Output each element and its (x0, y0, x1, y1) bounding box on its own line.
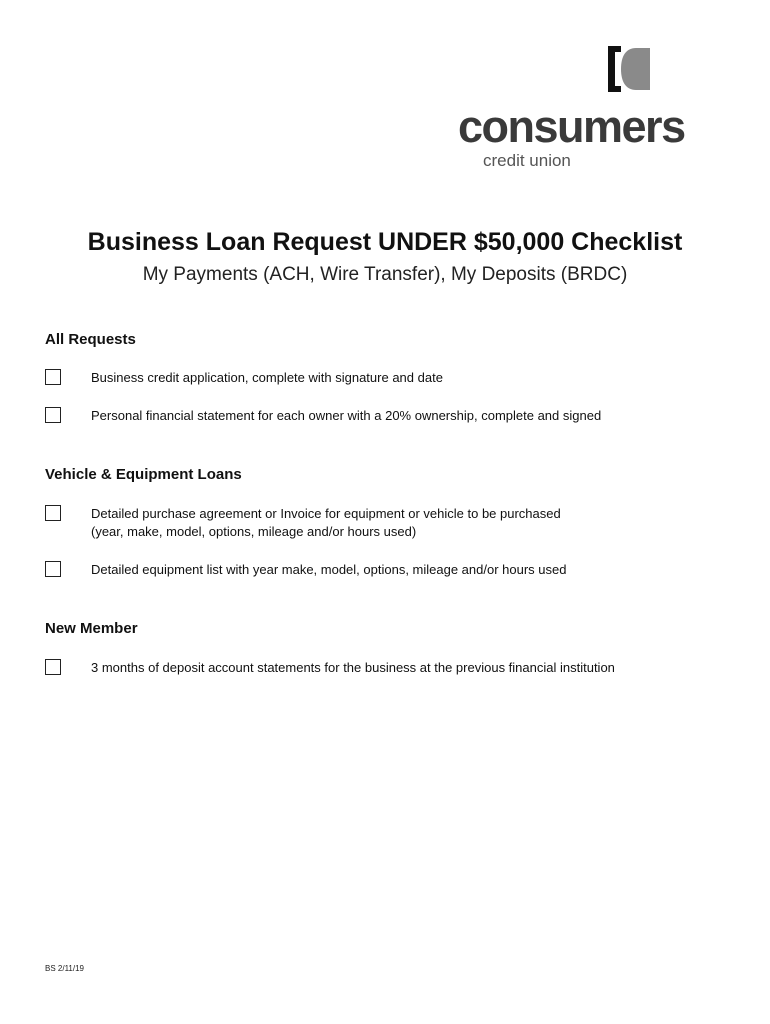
checklist-item-text (91, 505, 731, 541)
checklist-item-line: (year, make, model, options, mileage and/or hours used) (91, 524, 417, 539)
checklist-item-line: Detailed purchase agreement or Invoice for equipment or vehicle to be purchased (91, 506, 561, 521)
checkbox[interactable] (45, 369, 61, 385)
logo (456, 46, 696, 176)
checkbox[interactable] (45, 659, 61, 675)
checklist-item-line: Personal financial statement for each owner with a 20% ownership, complete and signed (91, 408, 602, 423)
page-title: Business Loan Request UNDER $50,000 Checklist (87, 228, 683, 256)
section-heading-all-requests: All Requests (45, 331, 136, 348)
bracket-logo-icon (608, 46, 652, 92)
section-heading-vehicle-equipment: Vehicle & Equipment Loans (45, 466, 242, 483)
page-subtitle: My Payments (ACH, Wire Transfer), My Deposits (BRDC) (142, 264, 628, 285)
form-code: BS 2/11/19 (45, 964, 84, 973)
checklist-item-text (91, 407, 731, 425)
checklist-item-text (91, 659, 731, 677)
checkbox[interactable] (45, 561, 61, 577)
checklist-item-line: Detailed equipment list with year make, model, options, mileage and/or hours used (91, 562, 567, 577)
checkbox[interactable] (45, 407, 61, 423)
checklist-item-line: Business credit application, complete with signature and date (91, 370, 443, 385)
checklist-item-text (91, 369, 731, 387)
checkbox[interactable] (45, 505, 61, 521)
logo-wordmark: consumers (458, 101, 685, 152)
section-heading-new-member: New Member (45, 620, 138, 637)
checklist-item-line: 3 months of deposit account statements for the business at the previous financial institution (91, 660, 615, 675)
checklist-item-text (91, 561, 731, 579)
logo-subtext: credit union (483, 151, 571, 170)
